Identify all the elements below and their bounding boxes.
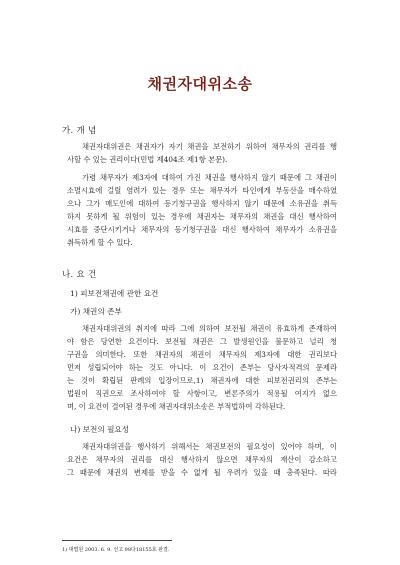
subsection-heading: 가) 채권의 존부	[70, 307, 122, 316]
paragraph-line: 채권자대위권의 취지에 따라 그에 의하여 보전될 채권이 유효하게 존재하여	[82, 324, 337, 333]
footnote-divider	[62, 540, 172, 541]
section-heading-requirements: 나. 요 건	[62, 270, 97, 280]
section-heading-concept: 가. 개 념	[62, 126, 97, 136]
paragraph-line: 법원이 직권으로 조사하여야 할 사항이고, 변론주의가 적용될 여지가 없으	[67, 389, 337, 398]
paragraph-line: 야 함은 당연한 요건이다. 보전될 채권은 그 발생원인을 불문하고 널리 청	[67, 337, 337, 346]
subsection-heading: 1) 피보전채권에 관한 요건	[70, 289, 159, 298]
subsection-heading: 나) 보전의 필요성	[70, 425, 130, 434]
page-title: 채권자대위소송	[147, 75, 253, 93]
paragraph-line: 가령 채무자가 제3자에 대하여 가진 채권을 행사하지 않기 때문에 그 채권이	[82, 173, 337, 182]
paragraph-line: 소멸시효에 걸릴 염려가 있는 경우 또는 채무자가 타인에게 부동산을 매수하였	[67, 186, 337, 195]
paragraph-line: 사할 수 있는 권리이다(민법 제404조 제1항 본문).	[67, 155, 228, 164]
paragraph-line: 먼저 성립되어야 하는 것도 아니다. 이 요건이 존부는 당사자적격의 문제라	[67, 363, 337, 372]
paragraph-line: 취득하게 할 수 있다.	[67, 238, 133, 247]
paragraph-line: 으나 그가 매도인에 대하여 등기청구권을 행사하지 않기 때문에 소유권을 취득	[67, 199, 337, 208]
paragraph-line: 그 때문에 채권의 변제를 받을 수 없게 될 우려가 있을 때 충족된다. 따라	[67, 468, 337, 477]
paragraph-line: 며, 이 요건이 결여된 경우에 채권자대위소송은 부적법하여 각하된다.	[67, 402, 286, 411]
paragraph-line: 구권을 의미한다. 또한 채권자의 채권이 채무자의 제3자에 대한 권리보다	[67, 350, 337, 359]
paragraph-line: 채권자대위권은 채권자가 자기 채권을 보전하기 위하여 채무자의 권리를 행	[82, 142, 337, 151]
paragraph-line: 하지 못하게 될 위험이 있는 경우에 채권자는 채무자의 채권을 대신 행사하여	[67, 212, 337, 221]
paragraph-line: 채권자대위권을 행사하기 위해서는 채권보전의 필요성이 있어야 하며, 이	[82, 442, 337, 451]
paragraph-line: 시효를 중단시키거나 채무자의 등기청구권을 대신 행사하여 채무자가 소유권을	[67, 225, 337, 234]
paragraph-line: 요건은 채무자의 권리를 대신 행사하지 않으면 채무자의 재산이 감소하고	[67, 455, 337, 464]
footnote: 1) 대법원 2003. 6. 9. 선고 98다18155호 판결.	[62, 547, 170, 553]
paragraph-line: 는 것이 확립된 판례의 입장이므로,1) 채권자에 대한 피보전권리의 존부는	[67, 376, 337, 385]
